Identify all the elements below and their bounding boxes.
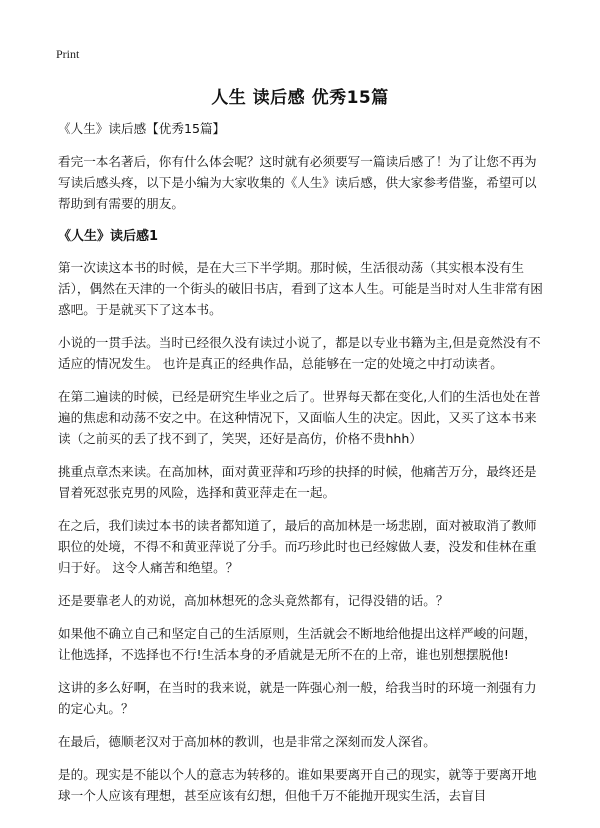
page-title: 人生 读后感 优秀15篇 (211, 88, 389, 108)
print-link[interactable]: Print (56, 47, 80, 61)
paragraph: 在之后，我们读过本书的读者都知道了，最后的高加林是一场悲剧，面对被取消了教师职位的处境，不得不和黄亚萍说了分手。而巧珍此时也已经嫁做人妻，没发和佳林在重归于好。 这令人痛苦和绝望。？ (58, 518, 537, 575)
section-heading: 《人生》读后感1 (58, 229, 159, 244)
article-subtitle: 《人生》读后感【优秀15篇】 (58, 121, 226, 136)
intro-paragraph: 看完一本名著后，你有什么体会呢？这时就有必须要写一篇读后感了！为了让您不再为写读后感头疼，以下是小编为大家收集的《人生》读后感，供大家参考借鉴，希望可以帮助到有需要的朋友。 (58, 154, 537, 211)
paragraph: 在第二遍读的时候，已经是研究生毕业之后了。世界每天都在变化,人们的生活也处在普遍的焦虑和动荡不安之中。在这种情况下，又面临人生的决定。因此，又买了这本书来读（之前买的丢了找不到了，笑哭，还好是高仿，价格不贵hhh） (58, 389, 541, 446)
paragraph: 小说的一贯手法。当时已经很久没有读过小说了，都是以专业书籍为主,但是竟然没有不适应的情况发生。 也许是真正的经典作品，总能够在一定的处境之中打动读者。 (58, 335, 541, 371)
article-body (58, 118, 544, 818)
paragraph: 是的。现实是不能以个人的意志为转移的。谁如果要离开自己的现实，就等于要离开地球一个人应该有理想，甚至应该有幻想，但他千万不能抛开现实生活，去盲目 (58, 767, 537, 803)
paragraph: 挑重点章杰来读。在高加林，面对黄亚萍和巧珍的抉择的时候，他痛苦万分，最终还是冒着死怼张克男的风险，选择和黄亚萍走在一起。 (58, 464, 537, 500)
paragraph: 在最后，德顺老汉对于高加林的教训，也是非常之深刻而发人深省。 (58, 734, 436, 749)
paragraph: 第一次读这本书的时候，是在大三下半学期。那时候，生活很动荡（其实根本没有生活），偶然在天津的一个街头的破旧书店，看到了这本人生。可能是当时对人生非常有困惑吧。于是就买下了这本书。 (58, 260, 543, 317)
paragraph: 如果他不确立自己和坚定自己的生活原则，生活就会不断地给他提出这样严峻的问题，让他选择，不选择也不行!生活本身的矛盾就是无所不在的上帝，谁也别想摆脱他! (58, 626, 537, 662)
paragraph: 这讲的多么好啊，在当时的我来说，就是一阵强心剂一般，给我当时的环境一剂强有力的定心丸。？ (58, 680, 537, 716)
paragraph: 还是要靠老人的劝说，高加林想死的念头竟然都有，记得没错的话。？ (58, 593, 449, 608)
